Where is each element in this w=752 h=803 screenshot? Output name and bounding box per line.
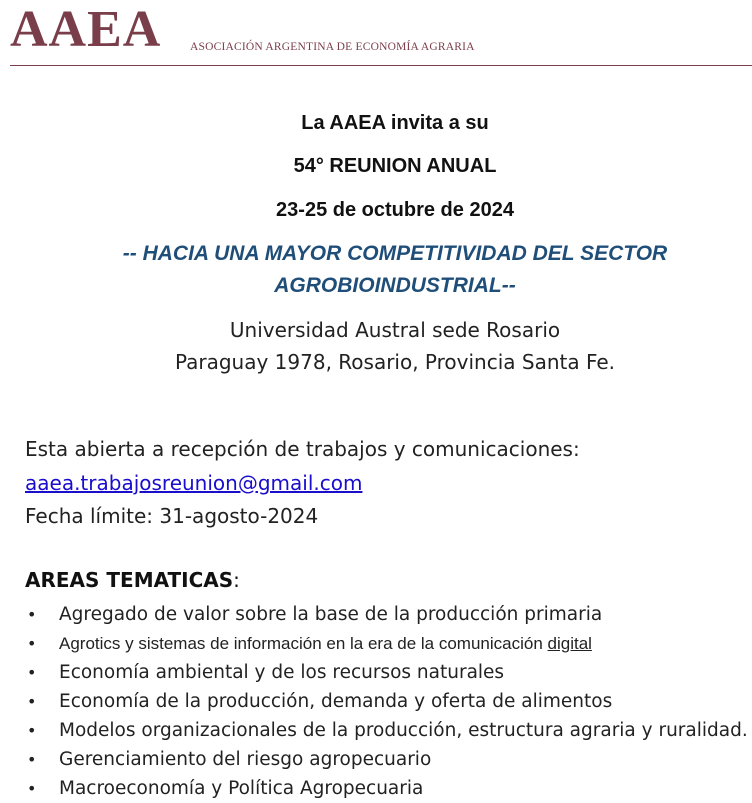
bullet-icon: • [27, 605, 37, 624]
list-item-text: Macroeconomía y Política Agropecuaria [59, 778, 424, 799]
venue-address: Paraguay 1978, Rosario, Provincia Santa Fe. [174, 350, 616, 374]
bullet-icon: • [27, 634, 37, 653]
list-item-text: Economía ambiental y de los recursos naturales [59, 662, 505, 683]
aaea-logo: AAEA [10, 1, 162, 58]
call-for-papers: Esta abierta a recepción de trabajos y comunicaciones: [25, 437, 580, 461]
venue-name: Universidad Austral sede Rosario [229, 318, 561, 342]
slogan-line-2: AGROBIOINDUSTRIAL-- [274, 274, 516, 297]
underlined-word: digital [547, 634, 592, 653]
list-item-text: Modelos organizacionales de la producción, estructura agraria y ruralidad. [59, 720, 748, 741]
bullet-icon: • [27, 779, 37, 798]
header-divider [10, 65, 752, 66]
areas-heading [25, 568, 240, 592]
bullet-icon: • [27, 692, 37, 711]
list-item-text-wrapper [59, 629, 592, 658]
meeting-dates: 23-25 de octubre de 2024 [276, 199, 514, 221]
association-name: ASOCIACIÓN ARGENTINA DE ECONOMÍA AGRARIA [190, 41, 475, 53]
slogan-line-1: -- HACIA UNA MAYOR COMPETITIVIDAD DEL SECTOR [122, 242, 668, 265]
areas-heading-colon: : [233, 568, 240, 592]
list-item-text: Economía de la producción, demanda y oferta de alimentos [59, 691, 613, 712]
bullet-icon: • [27, 750, 37, 769]
invite-line: La AAEA invita a su [301, 112, 489, 134]
list-item-text: Agregado de valor sobre la base de la producción primaria [59, 604, 603, 625]
meeting-title: 54° REUNION ANUAL [293, 155, 497, 177]
areas-heading-text: AREAS TEMATICAS [25, 568, 234, 592]
list-item-text: Agrotics y sistemas de información en la era de la comunicación [59, 634, 548, 653]
bullet-icon: • [27, 663, 37, 682]
submission-email-link[interactable]: aaea.trabajosreunion@gmail.com [25, 471, 363, 495]
header [0, 0, 752, 68]
bullet-icon: • [27, 721, 37, 740]
list-item-text: Gerenciamiento del riesgo agropecuario [59, 749, 432, 770]
deadline: Fecha límite: 31-agosto-2024 [25, 504, 319, 528]
